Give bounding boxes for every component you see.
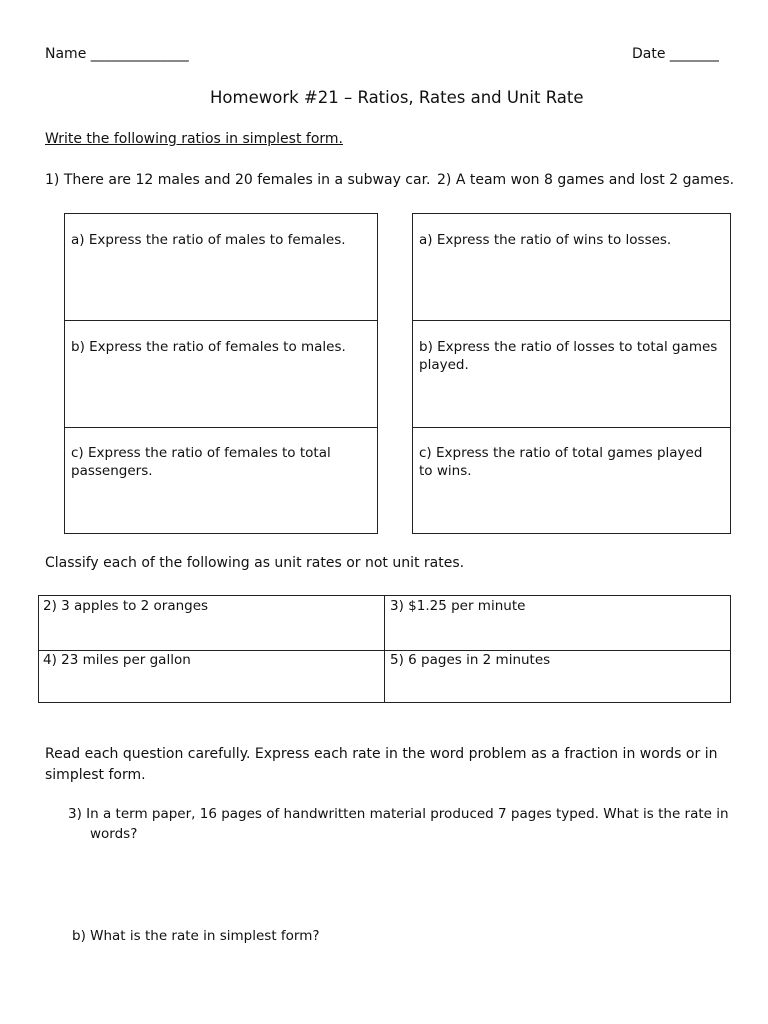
section1-instruction: Write the following ratios in simplest form. — [45, 131, 343, 147]
page-title: Homework #21 – Ratios, Rates and Unit Rate — [210, 88, 584, 107]
problem1-part-c: c) Express the ratio of females to total passengers. — [71, 445, 331, 479]
problem1-part-b: b) Express the ratio of females to males. — [71, 339, 346, 355]
problem2-part-c: c) Express the ratio of total games played to wins. — [419, 445, 703, 479]
problem2-part-b: b) Express the ratio of losses to total games played. — [419, 339, 718, 373]
problem1-prompt: 1) There are 12 males and 20 females in a subway car. — [45, 172, 431, 188]
divider — [65, 427, 377, 428]
divider — [413, 427, 730, 428]
divider — [413, 320, 730, 321]
divider — [65, 320, 377, 321]
table-cell: 5) 6 pages in 2 minutes — [390, 652, 551, 668]
question-3b: b) What is the rate in simplest form? — [72, 928, 320, 944]
table-divider — [384, 596, 385, 702]
problem2-prompt: 2) A team won 8 games and lost 2 games. — [437, 172, 735, 188]
table-cell: 2) 3 apples to 2 oranges — [43, 598, 209, 614]
problem1-answer-box — [64, 213, 378, 534]
table-cell: 4) 23 miles per gallon — [43, 652, 191, 668]
unit-rate-table — [38, 595, 731, 703]
section3-instruction: Read each question carefully. Express each rate in the word problem as a fraction in words or in simplest form. — [45, 746, 718, 783]
date-field-label: Date _______ — [632, 46, 719, 62]
problem2-part-a: a) Express the ratio of wins to losses. — [419, 232, 672, 248]
name-field-label: Name ______________ — [45, 46, 189, 62]
table-cell: 3) $1.25 per minute — [390, 598, 526, 614]
section2-instruction: Classify each of the following as unit rates or not unit rates. — [45, 555, 465, 571]
problem2-answer-box — [412, 213, 731, 534]
problem1-part-a: a) Express the ratio of males to females. — [71, 232, 346, 248]
question-3: 3) In a term paper, 16 pages of handwritten material produced 7 pages typed. What is the rate in words? — [68, 806, 729, 842]
